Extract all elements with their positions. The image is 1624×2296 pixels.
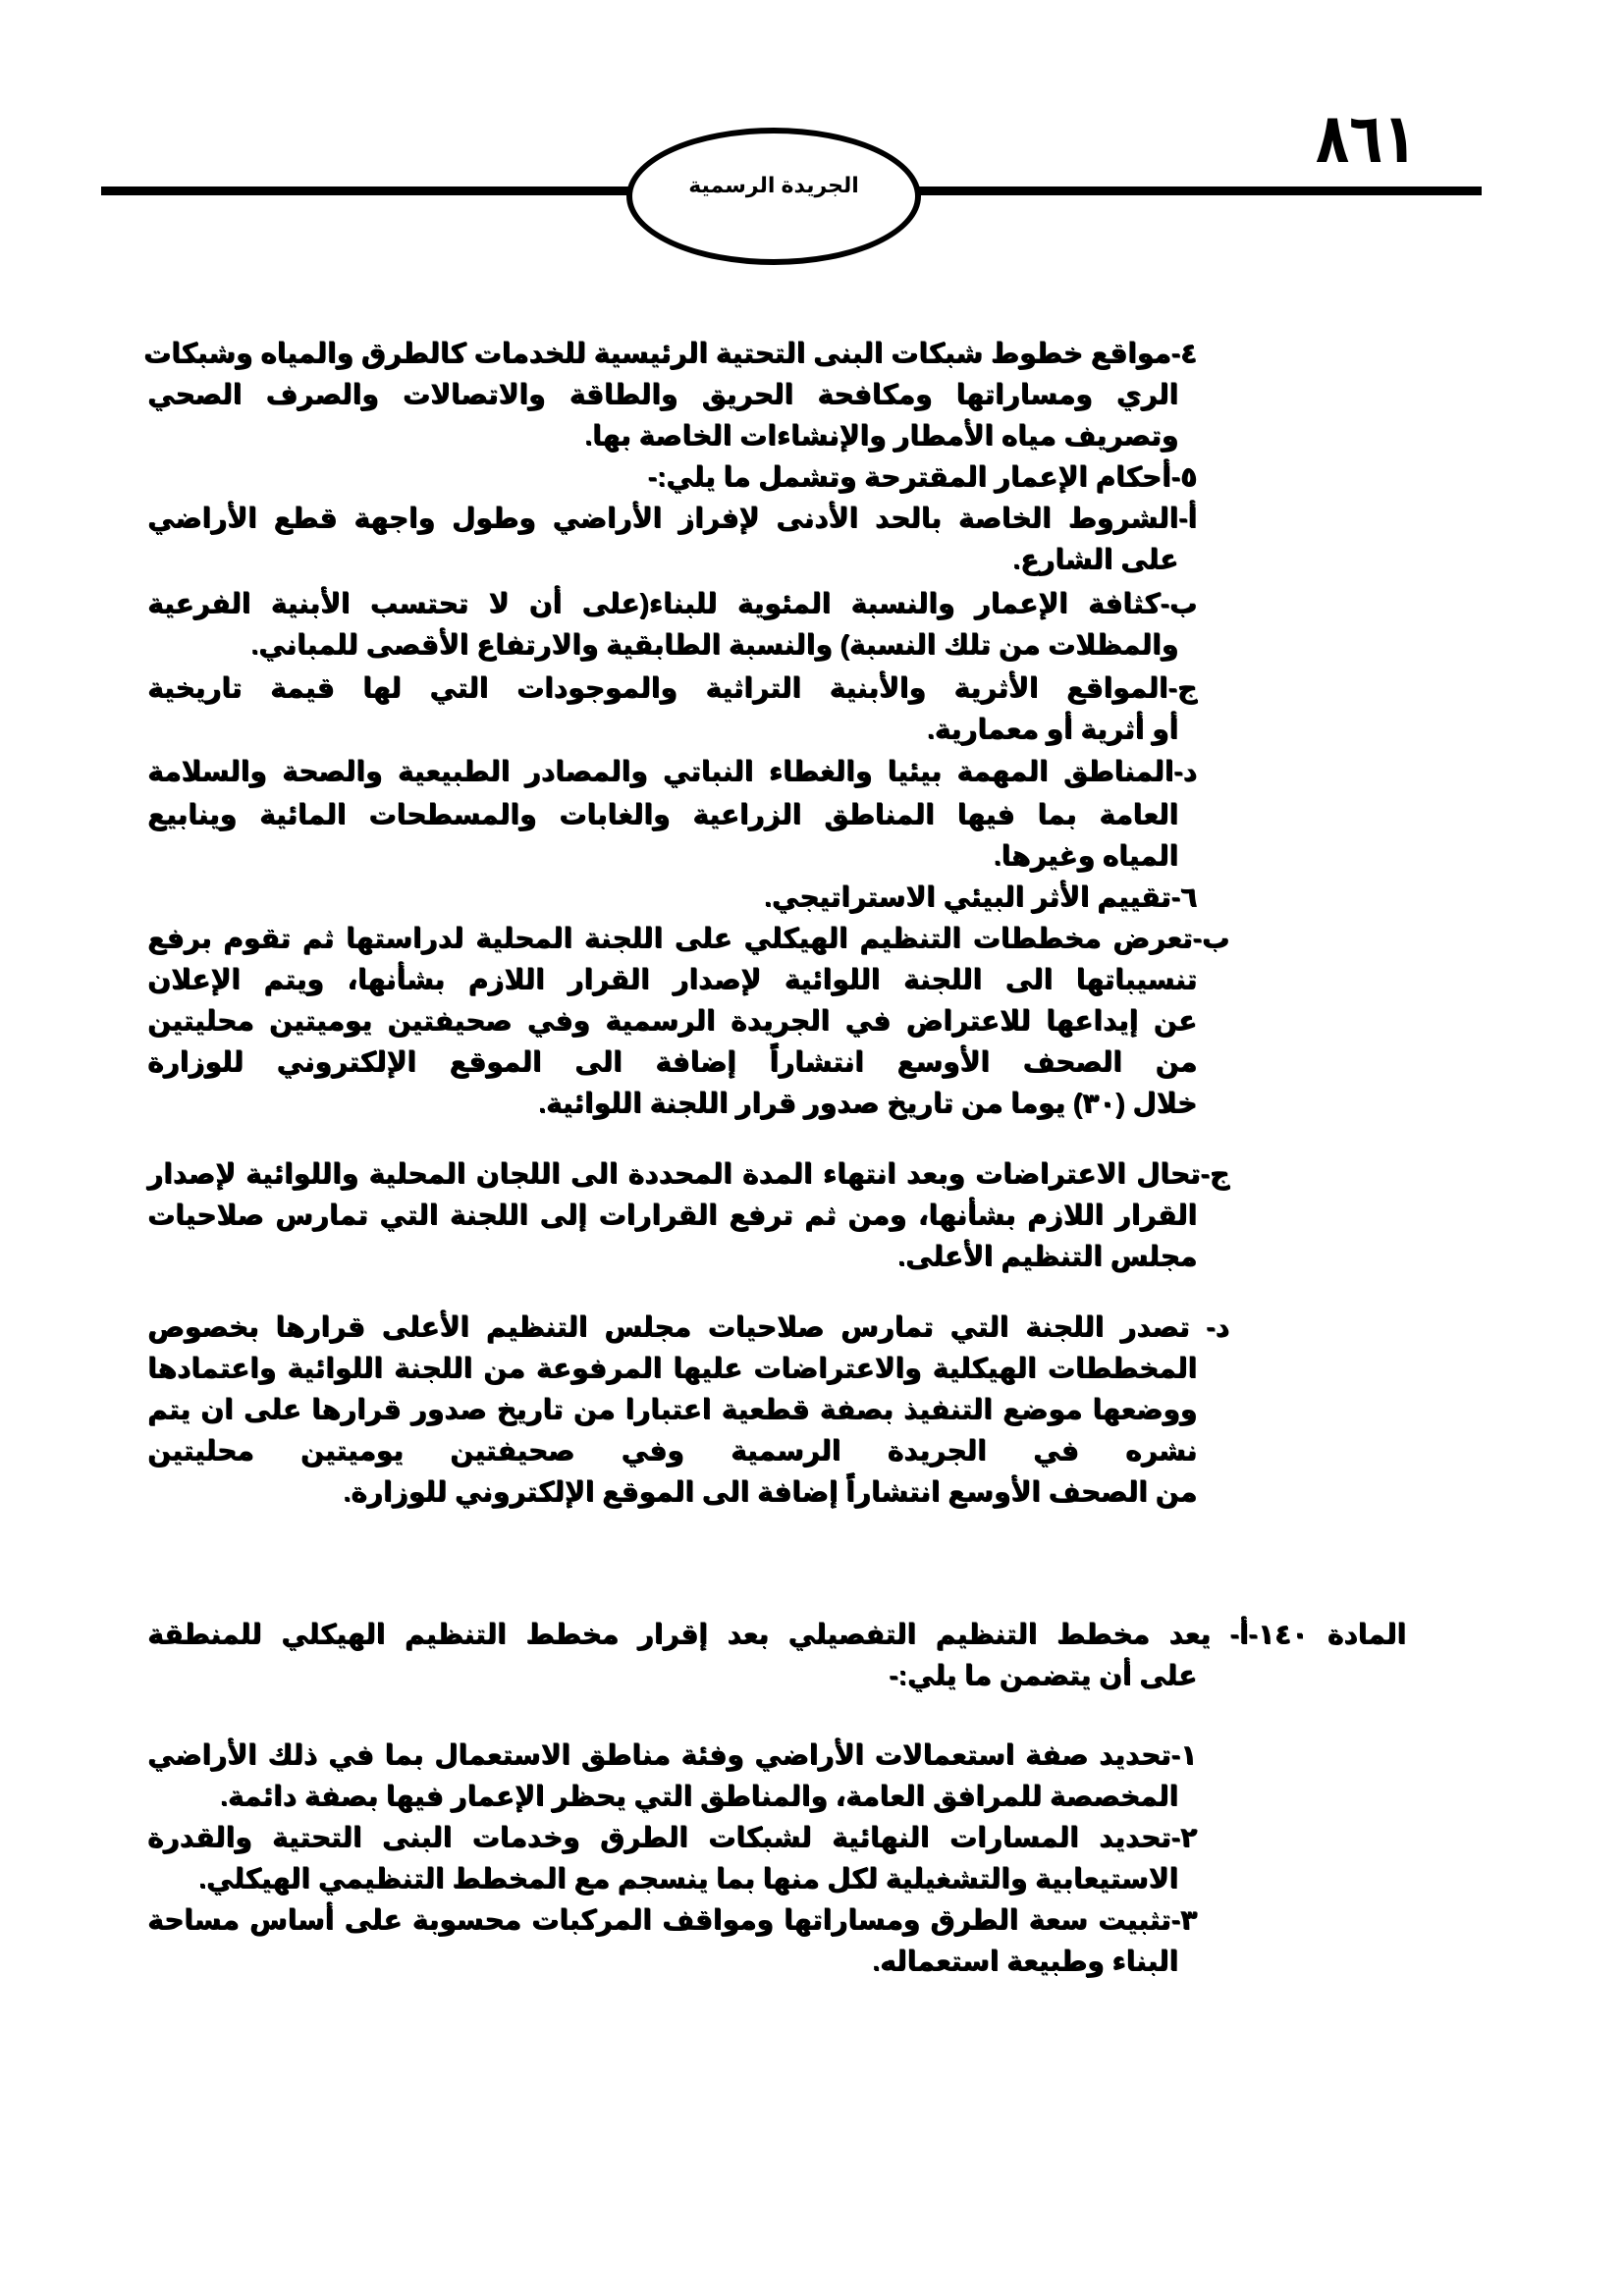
text-line: ب-كثافة الإعمار والنسبة المئوية للبناء(على أن لا تحتسب الأبنية الفرعية xyxy=(147,588,1197,618)
text-line: ٤-مواقع خطوط شبكات البنى التحتية الرئيسية للخدمات كالطرق والمياه وشبكات xyxy=(143,338,1197,368)
text-line: من الصحف الأوسع انتشاراً إضافة الى الموقع الإلكتروني للوزارة. xyxy=(343,1476,1197,1507)
text-line: البناء وطبيعة استعماله. xyxy=(872,1946,1178,1976)
text-line: أو أثرية أو معمارية. xyxy=(926,714,1178,744)
text-line: ب-تعرض مخططات التنظيم الهيكلي على اللجنة المحلية لدراستها ثم تقوم برفع xyxy=(147,923,1229,953)
text-line: ٢-تحديد المسارات النهائية لشبكات الطرق وخدمات البنى التحتية والقدرة xyxy=(147,1822,1197,1852)
gazette-title: الجريدة الرسمية xyxy=(688,173,859,197)
text-line: ج-المواقع الأثرية والأبنية التراثية والموجودات التي لها قيمة تاريخية xyxy=(147,672,1197,703)
text-line: المخصصة للمرافق العامة، والمناطق التي يحظر الإعمار فيها بصفة دائمة. xyxy=(219,1781,1178,1811)
text-line: على أن يتضمن ما يلي:- xyxy=(889,1660,1197,1690)
text-line: وتصريف مياه الأمطار والإنشاءات الخاصة بها. xyxy=(584,420,1178,451)
text-line: نشره في الجريدة الرسمية وفي صحيفتين يوميتين محليتين xyxy=(147,1435,1197,1466)
text-line: على الشارع. xyxy=(1012,544,1178,574)
text-line: القرار اللازم بشأنها، ومن ثم ترفع القرارات إلى اللجنة التي تمارس صلاحيات xyxy=(147,1200,1197,1230)
text-line: مجلس التنظيم الأعلى. xyxy=(897,1241,1197,1271)
text-line: تنسيباتها الى اللجنة اللوائية لإصدار القرار اللازم بشأنها، ويتم الإعلان xyxy=(147,964,1197,994)
text-line: الري ومساراتها ومكافحة الحريق والطاقة والاتصالات والصرف الصحي xyxy=(147,379,1178,409)
text-line: الاستيعابية والتشغيلية لكل منها بما ينسجم مع المخطط التنظيمي الهيكلي. xyxy=(198,1863,1178,1894)
text-line: خلال (٣٠) يوما من تاريخ صدور قرار اللجنة اللوائية. xyxy=(538,1088,1197,1118)
text-line: ٦-تقييم الأثر البيئي الاستراتيجي. xyxy=(763,881,1197,912)
text-line: المياه وغيرها. xyxy=(993,840,1178,871)
text-line: المخططات الهيكلية والاعتراضات عليها المرفوعة من اللجنة اللوائية واعتمادها xyxy=(147,1353,1197,1383)
page-number: ٨٦١ xyxy=(1316,99,1417,177)
text-line: ١-تحديد صفة استعمالات الأراضي وفئة مناطق الاستعمال بما في ذلك الأراضي xyxy=(147,1739,1197,1770)
text-line: ٣-تثبيت سعة الطرق ومساراتها ومواقف المركبات محسوبة على أساس مساحة xyxy=(147,1904,1197,1935)
text-line: والمظلات من تلك النسبة) والنسبة الطابقية والارتفاع الأقصى للمباني. xyxy=(250,629,1178,660)
text-line: المادة ١٤٠-أ- يعد مخطط التنظيم التفصيلي بعد إقرار مخطط التنظيم الهيكلي للمنطقة xyxy=(147,1619,1406,1649)
text-line: ٥-أحكام الإعمار المقترحة وتشمل ما يلي:- xyxy=(647,461,1197,492)
text-line: ج-تحال الاعتراضات وبعد انتهاء المدة المحددة الى اللجان المحلية واللوائية لإصدار xyxy=(147,1158,1229,1189)
text-line: د- تصدر اللجنة التي تمارس صلاحيات مجلس التنظيم الأعلى قرارها بخصوص xyxy=(147,1311,1229,1342)
text-line: من الصحف الأوسع انتشاراً إضافة الى الموقع الإلكتروني للوزارة xyxy=(147,1046,1197,1077)
gazette-seal xyxy=(626,128,921,265)
text-line: د-المناطق المهمة بيئيا والغطاء النباتي والمصادر الطبيعية والصحة والسلامة xyxy=(147,756,1197,786)
text-line: عن إيداعها للاعتراض في الجريدة الرسمية وفي صحيفتين يوميتين محليتين xyxy=(147,1005,1197,1036)
text-line: ووضعها موضع التنفيذ بصفة قطعية اعتبارا من تاريخ صدور قرارها على ان يتم xyxy=(147,1394,1197,1424)
text-line: العامة بما فيها المناطق الزراعية والغابات والمسطحات المائية وينابيع xyxy=(147,799,1178,829)
text-line: أ-الشروط الخاصة بالحد الأدنى لإفراز الأراضي وطول واجهة قطع الأراضي xyxy=(147,503,1197,533)
